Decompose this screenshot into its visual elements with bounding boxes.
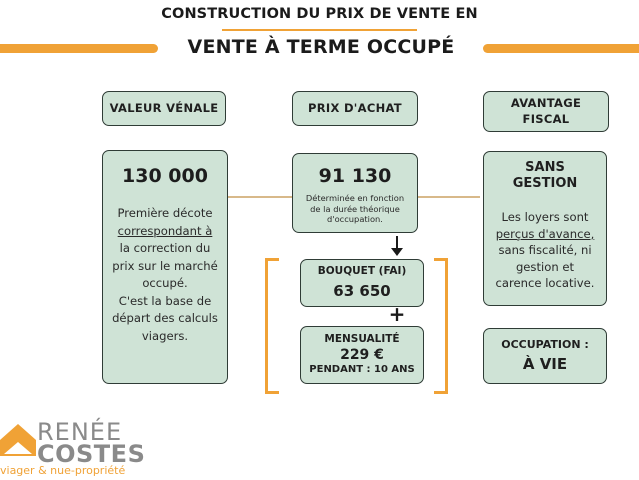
bouquet-card [300, 259, 424, 307]
mensualite-label: MENSUALITÉ [324, 333, 400, 345]
sans-gestion-title [484, 160, 606, 192]
sans-gestion-description [484, 209, 606, 292]
logo-tagline: viager & nue-propriété [0, 464, 126, 477]
valeur-description [103, 205, 227, 345]
valeur-line: correspondant à [117, 223, 213, 238]
mensualite-duration: PENDANT : 10 ANS [309, 364, 415, 375]
bouquet-amount: 63 650 [333, 282, 391, 300]
logo-renee: RENÉE [37, 418, 123, 446]
accent-bar-left [0, 44, 158, 53]
sans-gestion-card [483, 151, 607, 306]
valeur-line: occupé. [142, 276, 188, 290]
valeur-line: la correction du [119, 241, 211, 255]
accent-bar-right [483, 44, 639, 53]
valeur-venale-card [102, 150, 228, 384]
valeur-line: prix sur le marché [112, 258, 218, 273]
arrow-down-icon [391, 248, 403, 256]
bouquet-label: BOUQUET (FAI) [317, 265, 407, 277]
occupation-label: OCCUPATION : [501, 338, 589, 351]
valeur-line: C'est la base de [118, 293, 212, 308]
bracket-right [434, 258, 448, 394]
achat-note-line: d'occupation. [327, 214, 383, 224]
sans-gestion-line: gestion et [515, 259, 575, 274]
occupation-card [483, 328, 607, 384]
logo-costes: COSTES [37, 440, 146, 468]
header-avantage-line2: FISCAL [522, 111, 570, 126]
sans-gestion-line: sans fiscalité, ni [498, 243, 592, 257]
main-subtitle: VENTE À TERME OCCUPÉ [187, 36, 455, 58]
sans-gestion-title-line2: GESTION [512, 176, 578, 191]
sans-gestion-title-line1: SANS [525, 160, 565, 175]
house-logo-icon [0, 420, 40, 460]
mensualite-amount: 229 € [340, 347, 384, 363]
sans-gestion-line: perçus d'avance, [495, 226, 595, 241]
title-underline [222, 29, 417, 31]
valeur-amount: 130 000 [122, 165, 208, 187]
achat-amount: 91 130 [318, 165, 392, 187]
plus-sign: + [388, 302, 406, 326]
header-achat-label: PRIX D'ACHAT [308, 100, 402, 115]
main-title: CONSTRUCTION DU PRIX DE VENTE EN [161, 6, 478, 22]
mensualite-card [300, 326, 424, 384]
achat-note-line: de la durée théorique [310, 203, 400, 214]
header-avantage-line1: AVANTAGE [510, 95, 582, 110]
sans-gestion-line: carence locative. [495, 276, 595, 290]
valeur-line: viagers. [141, 328, 189, 343]
bracket-left [265, 258, 279, 394]
header-valeur-label: VALEUR VÉNALE [109, 100, 219, 115]
valeur-line: départ des calculs [112, 311, 218, 325]
header-prix-achat [292, 91, 418, 126]
achat-note-line: Déterminée en fonction [305, 193, 405, 203]
occupation-value: À VIE [522, 355, 568, 373]
prix-achat-card [292, 153, 418, 233]
header-valeur-venale [102, 91, 226, 126]
achat-note [293, 193, 417, 225]
valeur-line: Première décote [117, 206, 213, 220]
sans-gestion-line: Les loyers sont [501, 210, 589, 224]
header-avantage-fiscal [483, 91, 609, 132]
